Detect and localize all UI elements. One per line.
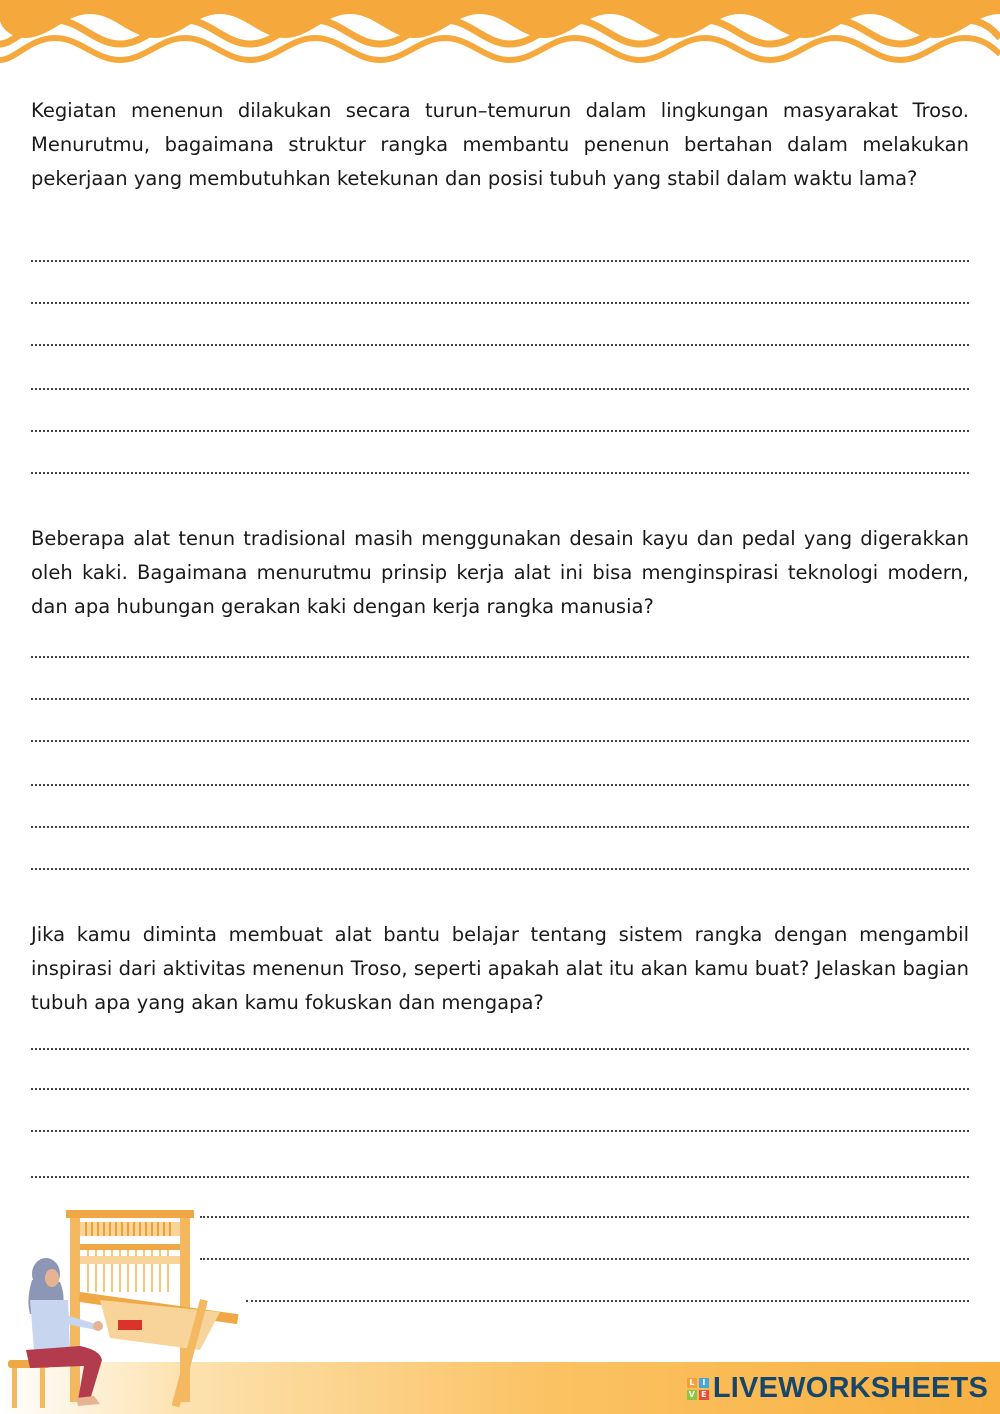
- question-3-text: Jika kamu diminta membuat alat bantu belajar tentang sistem rangka dengan mengambil inspirasi dari aktivitas menenun Troso, seperti apakah alat itu akan kamu buat? Jelaskan bagian tubuh apa yang akan kamu fokuskan dan mengapa?: [31, 923, 969, 1014]
- question-2-text: Beberapa alat tenun tradisional masih menggunakan desain kayu dan pedal yang digerakkan oleh kaki. Bagaimana menurutmu prinsip kerja alat ini bisa menginspirasi teknologi modern, dan apa hubungan gerakan kaki dengan kerja rangka manusia?: [31, 527, 969, 618]
- weaver-at-loom-icon: [0, 1200, 260, 1414]
- brand-name: LIVEWORKSHEETS: [712, 1372, 988, 1404]
- logo-square: I: [699, 1378, 709, 1388]
- answer-line[interactable]: [31, 324, 969, 346]
- answer-line[interactable]: [31, 678, 969, 700]
- answer-line[interactable]: [200, 1238, 969, 1260]
- answer-line[interactable]: [200, 1196, 969, 1218]
- answer-line[interactable]: [31, 240, 969, 262]
- liveworksheets-logo: [687, 1372, 988, 1405]
- answer-line[interactable]: [31, 282, 969, 304]
- answer-line[interactable]: [31, 764, 969, 786]
- logo-square: V: [688, 1389, 695, 1399]
- answer-line[interactable]: [31, 368, 969, 390]
- answer-line[interactable]: [31, 806, 969, 828]
- logo-square: L: [687, 1378, 697, 1388]
- answer-line[interactable]: [31, 848, 969, 870]
- answer-line[interactable]: [31, 636, 969, 658]
- answer-line[interactable]: [246, 1280, 969, 1302]
- wavy-border-icon: [0, 0, 1000, 80]
- logo-squares-icon: [687, 1378, 709, 1400]
- answer-line[interactable]: [31, 1156, 969, 1178]
- answer-line[interactable]: [31, 1110, 969, 1132]
- question-1-text: Kegiatan menenun dilakukan secara turun–temurun dalam lingkungan masyarakat Troso. Menurutmu, bagaimana struktur rangka membantu penenun bertahan dalam melakukan pekerjaan yang membutuhkan ketekunan dan posisi tubuh yang stabil dalam waktu lama?: [31, 99, 969, 190]
- answer-line[interactable]: [31, 410, 969, 432]
- answer-line[interactable]: [31, 1068, 969, 1090]
- logo-square: E: [699, 1390, 709, 1400]
- answer-line[interactable]: [31, 720, 969, 742]
- answer-line[interactable]: [31, 452, 969, 474]
- answer-line[interactable]: [31, 1028, 969, 1050]
